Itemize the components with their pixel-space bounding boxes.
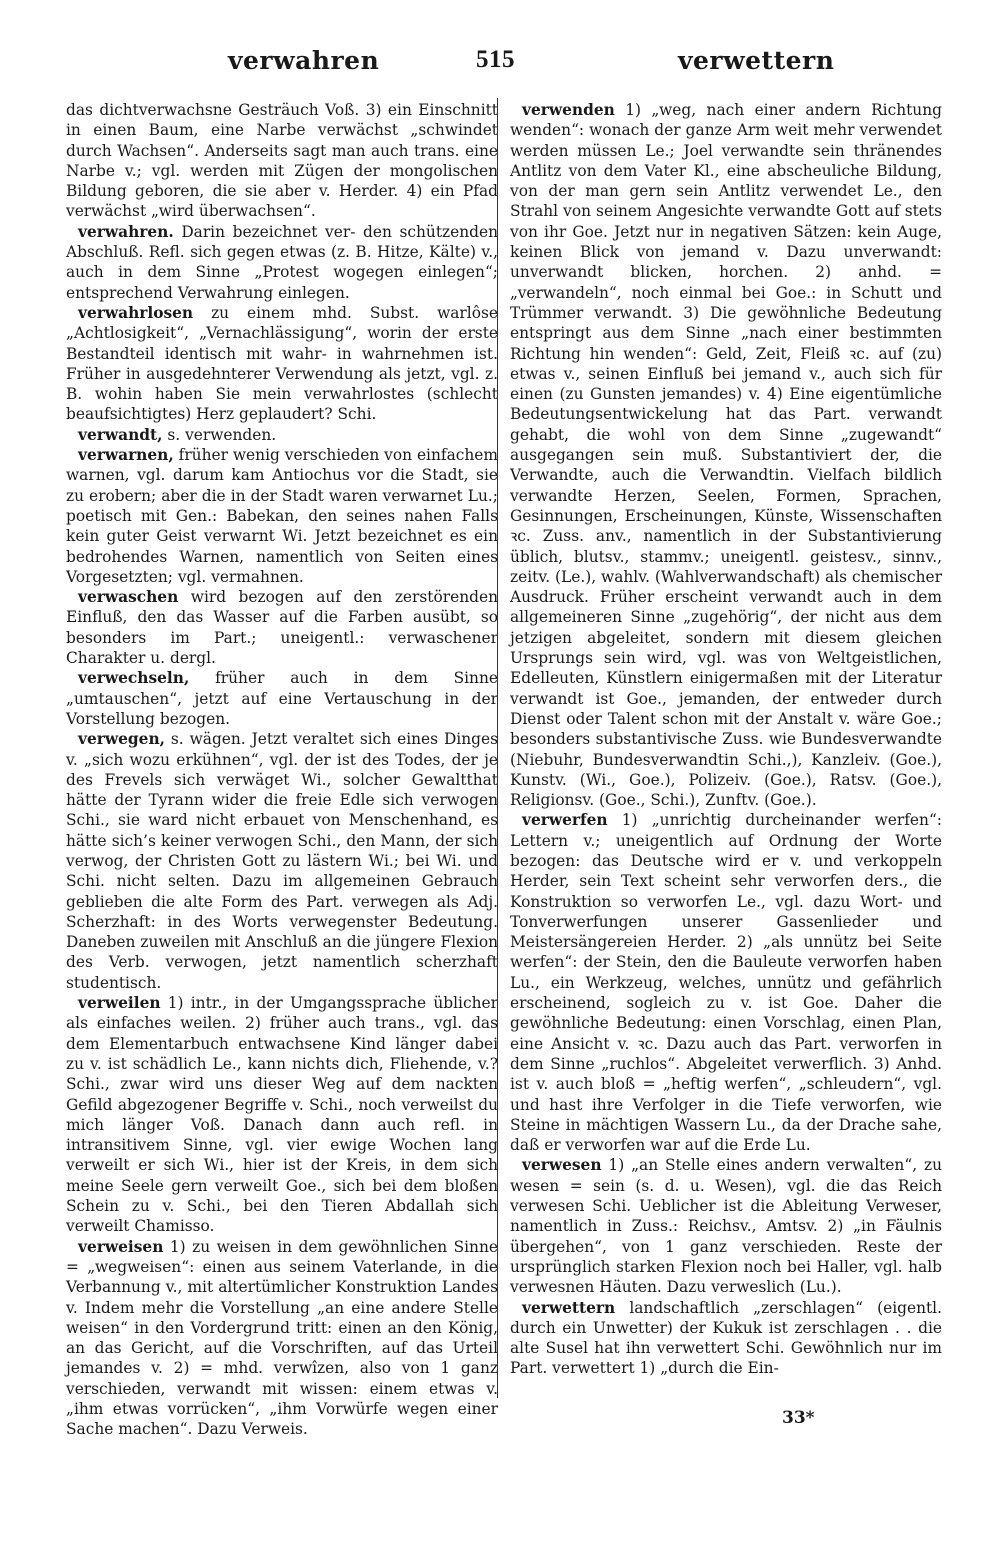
dictionary-entry	[66, 1237, 498, 1440]
entry-text: s. wägen. Jetzt veraltet sich eines Dinges v. „sich wozu erkühnen“, vgl. der ist des Todes, der je des Frevels sich verwäget Wi., solcher Gewaltthat hätte der Tyrann wider die freie Edle sich verwogen Schi., sie ward nicht erbauet von Menschenhand, es hätte sich’s keiner verwogen Schi., den Mann, der sich verwog, der Christen Gott zu lästern Wi.; bei Wi. und Schi. nicht selten. Dazu im allgemeinen Gebrauch geblieben die alte Form des Part. verwegen als Adj. Scherzhaft: in des Worts verwegenster Bedeutung. Daneben zuweilen mit Anschluß an die jüngere Flexion des Verb. verwogen, jetzt namentlich scherzhaft studentisch.	[66, 730, 498, 992]
entry-text: s. verwenden.	[167, 425, 277, 444]
printer-signature: 33*	[782, 1408, 815, 1428]
dictionary-entry	[66, 993, 498, 1237]
entry-text: 1) „weg, nach einer andern Richtung wenden“: wonach der ganze Arm weit mehr verwendet werden müssen Le.; Joel verwandte sein thränendes Antlitz von dem Vater Kl., eine abscheuliche Bildung, von der man gern sein Antlitz verwendet Le., den Strahl von seinem Angesichte verwandte Gott auf stets von ihr Goe. Jetzt nur in negativen Sätzen: kein Auge, keinen Blick von jemand v. Dazu unverwandt: unverwandt blicken, horchen. 2) anhd. = „verwandeln“, noch einmal bei Goe.: in Schutt und Trümmer verwandt. 3) Die gewöhnliche Bedeutung entspringt aus dem Sinne „nach einer bestimmten Richtung hin wenden“: Geld, Zeit, Fleiß ꝛc. auf (zu) etwas v., seinen Einfluß bei jemand v., auch sich für einen (zu Gunsten jemandes) v. 4) Eine eigentümliche Bedeutungsentwickelung hat das Part. verwandt gehabt, die wohl von dem Sinne „zugewandt“ ausgegangen sein muß. Substantiviert der, die Verwandte, auch die Verwandtin. Vielfach bildlich verwandte Herzen, Seelen, Formen, Sprachen, Gesinnungen, Erscheinungen, Künste, Wissenschaften ꝛc. Zuss. anv., namentlich in der Substantivierung üblich, blutsv., stammv.; uneigentl. geistesv., sinnv., zeitv. (Le.), wahlv. (Wahlverwandschaft) als chemischer Ausdruck. Früher erscheint verwandt auch in dem allgemeineren Sinne „zugehörig“, der nicht aus dem jetzigen abgeleitet, sondern mit diesem gleichen Ursprungs sein wird, vgl. was von Weltgeistlichen, Edelleuten, Künstlern einigermaßen mit der Literatur verwandt ist Goe., jemanden, der entweder durch Dienst oder Talent schon mit der Anstalt v. wäre Goe.; besonders substantivische Zuss. wie Bundesverwandte (Niebuhr, Bundesverwandtin Schi.,), Kanzleiv. (Goe.), Kunstv. (Wi., Goe.), Polizeiv. (Goe.), Ratsv. (Goe.), Religionsv. (Goe., Schi.), Zunftv. (Goe.).	[510, 101, 942, 810]
entry-headword: verwaschen	[78, 588, 179, 607]
dictionary-entry	[66, 303, 498, 425]
right-column	[510, 100, 942, 1379]
dictionary-entry	[66, 587, 498, 668]
entry-headword: verwarnen,	[78, 446, 174, 465]
entry-headword: verwandt,	[78, 425, 163, 444]
dictionary-entry	[66, 445, 498, 587]
dictionary-entry	[66, 729, 498, 993]
entry-headword: verweisen	[78, 1237, 164, 1256]
running-header	[68, 46, 948, 86]
dictionary-entry	[66, 425, 498, 445]
entry-text: das dichtverwachsne Gesträuch Voß. 3) ein Einschnitt in einen Baum, eine Narbe verwächst „schwindet durch Wachsen“. Anderseits sagt man auch trans. eine Narbe v.; vgl. werden mit Zügen der mongolischen Bildung geboren, die sie aber v. Herder. 4) ein Pfad verwächst „wird überwachsen“.	[66, 101, 498, 221]
dictionary-entry	[66, 668, 498, 729]
entry-text: 1) zu weisen in dem gewöhnlichen Sinne = „wegweisen“: einen aus seinem Vaterlande, in die Verbannung v., mit altertümlicher Konstruktion Landes v. Indem mehr die Vorstellung „an eine andere Stelle weisen“ in den Vordergrund tritt: einen an den König, an das Gericht, auf die Vorschriften, auf das Urteil jemandes v. 2) = mhd. verwîzen, also von 1 ganz verschieden, verwandt mit wissen: einem etwas v. „ihm etwas vorrücken“, „ihm Vorwürfe wegen einer Sache machen“. Dazu Verweis.	[66, 1237, 498, 1439]
entry-text: landschaftlich „zerschlagen“ (eigentl. durch ein Unwetter) der Kukuk ist zerschlagen . . die alte Susel hat ihn verwettert Schi. Gewöhnlich nur im Part. verwettert 1) „durch die Ein-	[510, 1298, 942, 1378]
header-left-word: verwahren	[228, 46, 380, 75]
entry-headword: verwahren.	[78, 222, 174, 241]
dictionary-entry	[510, 1298, 942, 1379]
dictionary-entry	[510, 810, 942, 1155]
entry-text: Darin bezeichnet ver- den schützenden Abschluß. Refl. sich gegen etwas (z. B. Hitze, Kälte) v., auch in dem Sinne „Protest wogegen einlegen“; entsprechend Verwahrung einlegen.	[66, 222, 498, 302]
entry-text: früher auch in dem Sinne „umtauschen“, jetzt auf eine Vertauschung in der Vorstellung bezogen.	[66, 669, 498, 728]
entry-text: zu einem mhd. Subst. warlôse „Achtlosigkeit“, „Vernachlässigung“, worin der erste Bestandteil identisch mit wahr- in wahrnehmen ist. Früher in ausgedehnterer Verwendung als jetzt, vgl. z. B. wohin haben Sie mein verwahrlostes (schlecht beaufsichtigtes) Herz geplaudert? Schi.	[66, 303, 498, 424]
entry-text: 1) intr., in der Umgangssprache üblicher als einfaches weilen. 2) früher auch trans., vgl. das dem Elementarbuch entwachsene Kind länger dabei zu v. ist schädlich Le., kann nichts dich, Fliehende, v.? Schi., zwar wird uns dieser Weg auf dem nackten Gefild abgezogener Begriffe v. Schi., noch verweilst du mich länger Voß. Danach dann auch refl. in intransitivem Sinne, vgl. vier ewige Wochen lang verweilt er sich Wi., hier ist der Kreis, in dem sich meine Seele gern verweilt Goe., sich bei dem bloßen Schein zu v. Schi., bei den Tieren Abdallah sich verweilt Chamisso.	[66, 994, 498, 1236]
entry-text: 1) „unrichtig durcheinander werfen“: Lettern v.; uneigentlich auf Ordnung der Worte bezogen: das Deutsche wird er v. und verkoppeln Herder, sein Text scheint sehr verworfen ders., die Konstruktion so verworfen Le., vgl. dazu Wort- und Tonverwerfungen unserer Gassenlieder und Meistersängereien Herder. 2) „als unnütz bei Seite werfen“: der Stein, den die Bauleute verworfen haben Lu., ein Werkzeug, welches, unnütz und gefährlich erscheinend, sogleich zu v. ist Goe. Daher die gewöhnliche Bedeutung: einen Vorschlag, einen Plan, eine Ansicht v. ꝛc. Dazu auch das Part. verworfen in dem Sinne „ruchlos“. Abgeleitet verwerflich. 3) Anhd. ist v. auch bloß = „heftig werfen“, „schleudern“, vgl. und hast ihre Verfolger in die Tiefe verworfen, wie Steine in mächtigen Wassern Lu., da der Drache sahe, daß er verworfen war auf die Erde Lu.	[510, 811, 942, 1155]
dictionary-entry	[66, 222, 498, 303]
left-column	[66, 100, 498, 1440]
entry-headword: verwegen,	[78, 730, 165, 749]
column-divider	[497, 98, 498, 1398]
entry-headword: verwechseln,	[78, 669, 190, 688]
entry-text: wird bezogen auf den zerstörenden Einfluß, den das Wasser auf die Farben ausübt, so besonders im Part.; uneigentl.: verwaschener Charakter u. dergl.	[66, 588, 498, 668]
entry-headword: verwerfen	[522, 811, 608, 830]
header-right-word: verwettern	[678, 46, 835, 75]
entry-headword: verwahrlosen	[78, 303, 194, 322]
entry-headword: verwenden	[522, 101, 615, 119]
dictionary-entry	[66, 100, 498, 222]
entry-text: früher wenig verschieden von einfachem warnen, vgl. darum kam Antiochus vor die Stadt, sie zu erobern; aber die in der Stadt waren verwarnet Lu.; poetisch mit Gen.: Babekan, den seines nahen Falls kein guter Geist verwarnt Wi. Jetzt bezeichnet es ein bedrohendes Warnen, namentlich von Seiten eines Vorgesetzten; vgl. vermahnen.	[66, 446, 498, 586]
dictionary-entry	[510, 100, 942, 810]
entry-headword: verwettern	[522, 1298, 616, 1317]
page-number: 515	[476, 46, 515, 73]
dictionary-entry	[510, 1155, 942, 1297]
entry-headword: verweilen	[78, 994, 161, 1013]
entry-headword: verwesen	[522, 1156, 602, 1175]
entry-text: 1) „an Stelle eines andern verwalten“, zu wesen = sein (s. d. u. Wesen), vgl. die das Reich verwesen Schi. Ueblicher ist die Ableitung Verweser, namentlich in Zuss.: Reichsv., Amtsv. 2) „in Fäulnis übergehen“, von 1 ganz verschieden. Reste der ursprünglich starken Flexion noch bei Haller, vgl. halb verwesnen Häuten. Dazu verweslich (Lu.).	[510, 1156, 942, 1297]
